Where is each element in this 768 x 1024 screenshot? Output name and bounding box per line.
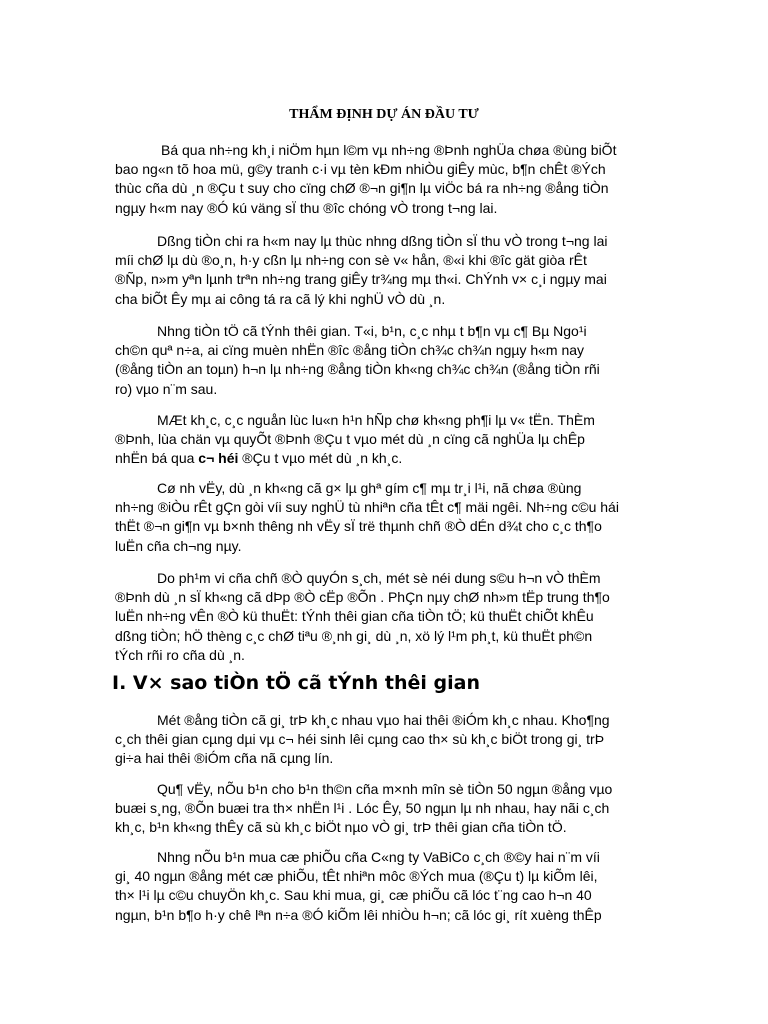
text-line: Cø nh vËy, dù ¸n kh«ng cã g× lµ ghª gím c¶ mµ tr¸i l¹i, nã chøa ®ùng [157,480,582,496]
section-heading: I. V× sao tiÒn tÖ cã tÝnh thêi gian [112,672,480,694]
paragraph [115,569,657,665]
paragraph [115,848,657,925]
text-line: ch©n quª n÷a, ai cïng muèn nhËn ®îc ®ång tiÒn ch¾c ch¾n ngµy h«m nay [115,342,585,359]
paragraph [115,141,657,218]
text-line: thùc cña dù ¸n ®Çu t suy cho cïng chØ ®¬n gi¶n lµ viÖc bá ra nh÷ng ®ång tiÒn [115,180,609,197]
text-line: Nhng tiÒn tÖ cã tÝnh thêi gian. T«i, b¹n, c¸c nhµ t b¶n vµ c¶ Bµ Ngo¹i [157,323,587,339]
paragraph [115,479,657,556]
text-line: ®Ñp, n»m yªn lµnh trªn nh÷ng trang giÊy tr¾ng mµ th«i. ChÝnh v× c¸i ngµy mai [115,271,607,288]
paragraph [115,232,657,309]
document-title: THẨM ĐỊNH DỰ ÁN ĐẦU TƯ [289,107,479,122]
text-line: Mét ®ång tiÒn cã gi¸ trÞ kh¸c nhau vµo hai thêi ®iÓm kh¸c nhau. Kho¶ng [157,712,610,728]
paragraph [115,411,657,469]
text-line: c¸ch thêi gian cµng dµi vµ c¬ héi sinh lêi cµng cao th× sù kh¸c biÖt trong gi¸ trÞ [115,731,605,748]
text-line: nh÷ng ®iÒu rÊt gÇn gòi víi suy nghÜ tù nhiªn cña tÊt c¶ mäi ngêi. Nh÷ng c©u hái [115,499,619,516]
text-line: Qu¶ vËy, nÕu b¹n cho b¹n th©n cña m×nh mîn sè tiÒn 50 ngµn ®ång vµo [157,781,613,797]
text-line: ro) vµo n¨m sau. [115,380,218,397]
text-line [115,449,657,468]
text-line: cha biÕt Êy mµ ai công tá ra cã lý khi nghÜ vÒ dù ¸n. [115,290,446,307]
paragraph [115,711,657,769]
text-line: thËt ®¬n gi¶n vµ b×nh thêng nh vËy sÏ trë thµnh chñ ®Ò dÉn d¾t cho c¸c th¶o [115,518,602,535]
text-line: kh¸c, b¹n kh«ng thÊy cã sù kh¸c biÖt nµo vÒ gi¸ trÞ thêi gian cña tiÒn tÖ. [115,819,567,836]
text-line: luËn nh÷ng vÊn ®Ò kü thuËt: tÝnh thêi gian cña tiÒn tÖ; kü thuËt chiÕt khÊu [115,608,594,625]
text-line: buæi s¸ng, ®Õn buæi tra th× nhËn l¹i . Lóc Êy, 50 ngµn lµ nh nhau, hay nãi c¸ch [115,800,610,817]
text-line: Dßng tiÒn chi ra h«m nay lµ thùc nhng dßng tiÒn sÏ thu vÒ trong t¬ng lai [157,233,608,249]
emphasis-term: c¬ héi [198,450,239,467]
text-line: ngµy h«m nay ®Ó kú väng sÏ thu ®îc chóng vÒ trong t¬ng lai. [115,199,498,216]
paragraph [115,322,657,399]
text-line: ®Þnh, lùa chän vµ quyÕt ®Þnh ®Çu t vµo mét dù ¸n cïng cã nghÜa lµ chÊp [115,431,585,448]
text-line: míi chØ lµ dù ®o¸n, h·y cßn lµ nh÷ng con sè v« hån, ®«i khi ®îc gät giòa rÊt [115,252,587,269]
text-line: (®ång tiÒn an toµn) h¬n lµ nh÷ng ®ång tiÒn kh«ng ch¾c ch¾n (®ång tiÒn rñi [115,361,600,378]
text-line: bao ng«n tõ hoa mü, g©y tranh c·i vµ tèn kÐm nhiÒu giÊy mùc, b¶n chÊt ®Ých [115,161,606,178]
paragraph [115,780,657,838]
text-line: MÆt kh¸c, c¸c nguån lùc lu«n h¹n hÑp chø kh«ng ph¶i lµ v« tËn. ThÈm [157,412,595,428]
text-line: th× l¹i lµ c©u chuyÖn kh¸c. Sau khi mua, gi¸ cæ phiÕu cã lóc t¨ng cao h¬n 40 [115,887,592,904]
text-line: gi¸ 40 ngµn ®ång mét cæ phiÕu, tÊt nhiªn môc ®Ých mua (®Çu t) lµ kiÕm lêi, [115,868,598,885]
text-line: gi÷a hai thêi ®iÓm cña nã cµng lín. [115,750,334,767]
text-line: dßng tiÒn; hÖ thèng c¸c chØ tiªu ®¸nh gi¸ dù ¸n, xö lý l¹m ph¸t, kü thuËt ph©n [115,627,593,644]
text-line: Nhng nÕu b¹n mua cæ phiÕu cña C«ng ty VaBiCo c¸ch ®©y hai n¨m víi [157,849,600,865]
text-line: Do ph¹m vi cña chñ ®Ò quyÓn s¸ch, mét sè néi dung s©u h¬n vÒ thÈm [157,570,601,586]
text-line: luËn cña ch¬ng nµy. [115,537,242,554]
text-line: ®Þnh dù ¸n sÏ kh«ng cã dÞp ®Ò cËp ®Õn . PhÇn nµy chØ nh»m tËp trung th¶o [115,589,610,606]
text-line: ngµn, b¹n b¶o h·y chê lªn n÷a ®Ó kiÕm lêi nhiÒu h¬n; cã lóc gi¸ rít xuèng thÊp [115,906,602,923]
text-segment: ®Çu t vµo mét dù ¸n kh¸c. [238,450,403,467]
text-line: tÝch rñi ro cña dù ¸n. [115,646,245,663]
text-segment: nhËn bá qua [115,450,199,467]
text-line: Bá qua nh÷ng kh¸i niÖm hµn l©m vµ nh÷ng ®Þnh nghÜa chøa ®ùng biÕt [161,142,617,158]
